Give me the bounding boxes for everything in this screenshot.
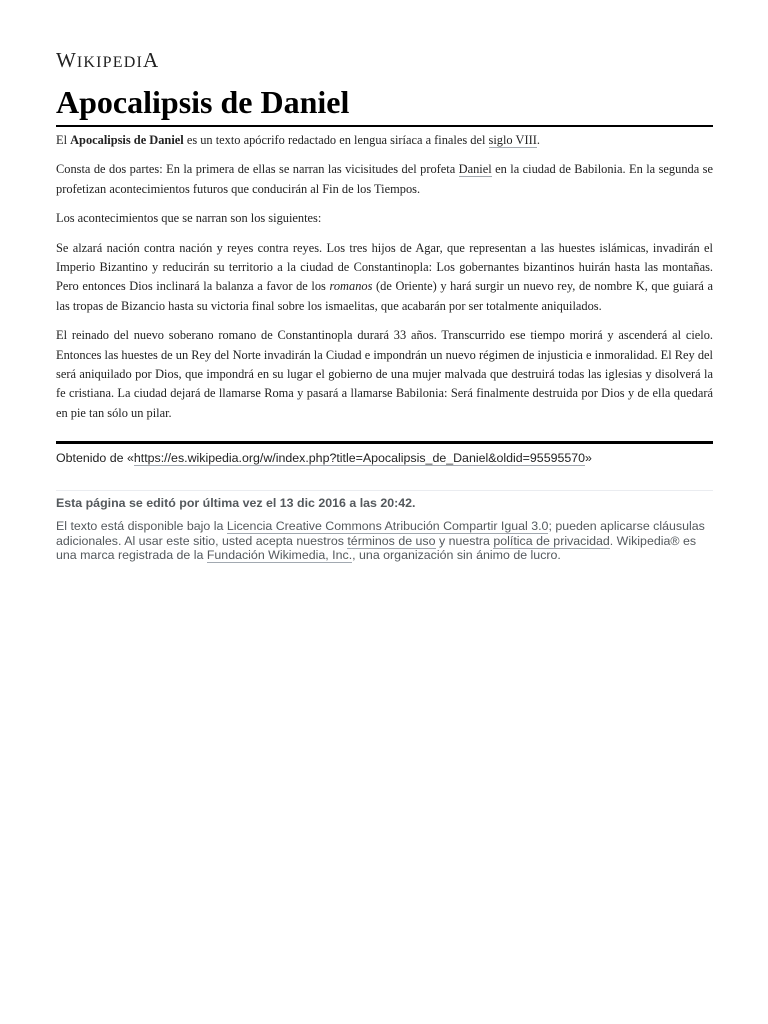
text: »: [585, 451, 592, 465]
terms-of-use-link[interactable]: términos de uso: [347, 533, 436, 548]
content-end-divider: [56, 441, 713, 444]
wikimedia-foundation-link[interactable]: Fundación Wikimedia, Inc.: [206, 548, 353, 562]
retrieved-from: [56, 451, 713, 465]
privacy-policy-link[interactable]: política de privacidad: [493, 533, 610, 548]
paragraph-reign: El reinado del nuevo soberano romano de Constantinopla durará 33 años. Transcurrido ese tiempo morirá y ascenderá al cielo. Entonces las huestes de un Rey del Norte invadirán la Ciudad e impondrán un nuevo régimen de injusticia e inmoralidad. El Rey del será aniquilado por Dios, que impondrá en su lugar el gobierno de una mujer malvada que destruirá todas las iglesias y disolverá la fe cristiana. La ciudad dejará de llamarse Roma y pasará a llamarse Babilonia: Será finalmente destruida por Dios y de ella quedará en pie tan sólo un pilar.: [56, 328, 713, 420]
text: Se alzará nación contra nación y reyes contra reyes. Los tres hijos de Agar, que representan a las huestes islámicas, invadirán el Imperio Bizantino y reducirán su territorio a la ciudad de Constantinopla: Los gobernantes bizantinos huirán hasta las montañas. Pero entonces Dios inclinará la balanza a favor de los: [56, 240, 713, 294]
footer: [56, 493, 713, 563]
last-modified: Esta página se editó por última vez el 13 dic 2016 a las 20:42.: [56, 496, 416, 510]
text: ; pueden aplicarse cláusulas adicionales. Al usar este sitio, usted acepta nuestros: [56, 519, 705, 548]
text: El texto está disponible bajo la: [56, 519, 227, 533]
wikipedia-wordmark[interactable]: [56, 48, 159, 73]
article-subject: Apocalipsis de Daniel: [70, 133, 184, 147]
text: Obtenido de «: [56, 451, 134, 465]
article-body: [56, 131, 713, 433]
logo-middle-letters: IKIPEDI: [76, 54, 143, 71]
license-text: [56, 519, 713, 563]
text: (de Oriente) y hará surgir un nuevo rey, de nombre K, que guiará a las tropas de Bizancio hasta su victoria final sobre los ismaelitas, que acabarán por ser totalmente aniquilados.: [56, 279, 713, 313]
paragraph-events: [56, 239, 713, 317]
text: en la ciudad de Babilonia. En la segunda se profetizan acontecimientos futuros que conducirán al Fin de los Tiempos.: [56, 162, 713, 196]
text: Consta de dos partes: En la primera de ellas se narran las vicisitudes del profeta: [56, 162, 459, 177]
text: El: [56, 133, 71, 147]
italic-romanos: romanos: [329, 279, 373, 294]
text: . Wikipedia® es una marca registrada de la: [56, 533, 697, 562]
title-divider: [56, 125, 713, 127]
text: .: [536, 133, 540, 147]
logo-first-letter: W: [56, 48, 77, 72]
text: y nuestra: [435, 533, 494, 548]
paragraph-events-intro: Los acontecimientos que se narran son los siguientes:: [56, 211, 322, 226]
text: , una organización sin ánimo de lucro.: [352, 548, 561, 562]
permanent-link[interactable]: https://es.wikipedia.org/w/index.php?title=Apocalipsis_de_Daniel&oldid=95595570: [133, 451, 586, 465]
text: es un texto apócrifo redactado en lengua siríaca a finales del: [183, 133, 489, 147]
paragraph-intro: [56, 131, 713, 150]
link-siglo-viii[interactable]: siglo VIII: [488, 133, 537, 147]
link-daniel[interactable]: Daniel: [458, 162, 492, 177]
paragraph-parts: [56, 160, 713, 199]
footer-divider: [56, 490, 713, 491]
page-title: Apocalipsis de Daniel: [56, 84, 350, 120]
logo-last-letter: A: [143, 48, 160, 72]
license-link[interactable]: Licencia Creative Commons Atribución Compartir Igual 3.0: [226, 519, 549, 533]
